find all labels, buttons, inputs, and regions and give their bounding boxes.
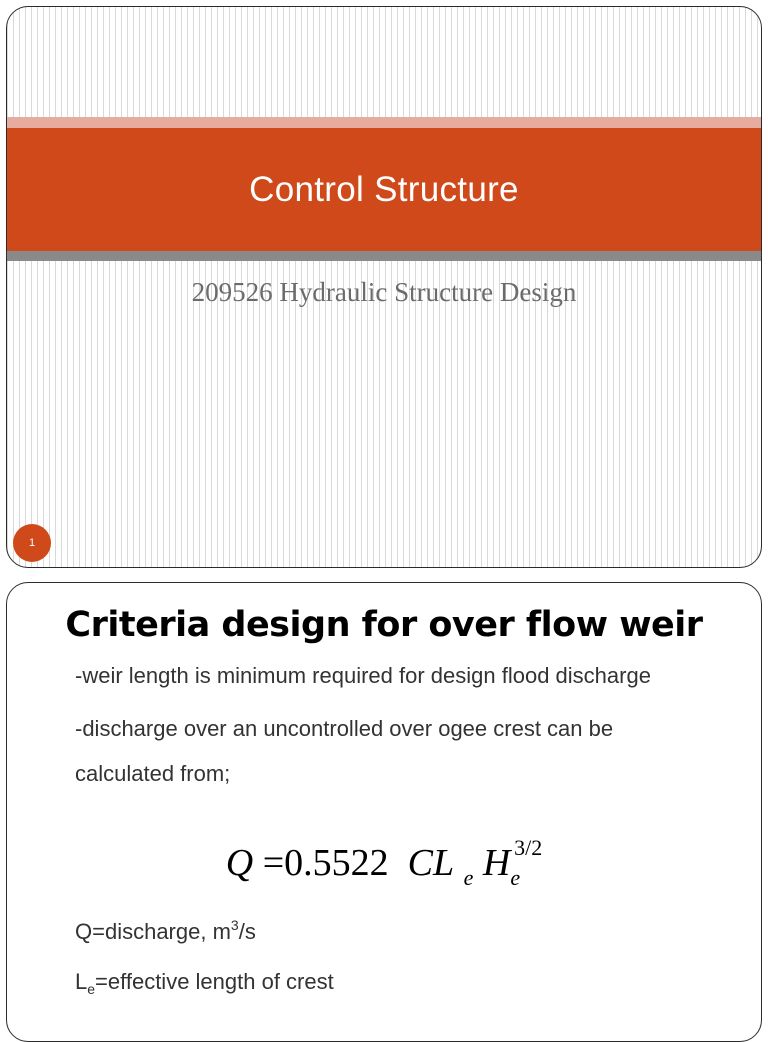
- slide-subtitle: 209526 Hydraulic Structure Design: [191, 277, 577, 307]
- eq-equals: =: [262, 842, 285, 884]
- eq-c: C: [407, 842, 433, 884]
- eq-h: H: [482, 842, 511, 884]
- accent-stripe-top: [7, 117, 761, 128]
- slide-heading: Criteria design for over flow weir: [65, 605, 703, 645]
- eq-h-subscript: e: [510, 865, 521, 890]
- definition-le-text: =effective length of crest: [95, 969, 334, 994]
- eq-coefficient: 0.5522: [284, 842, 389, 884]
- content-slide: [6, 582, 762, 1042]
- eq-l: L: [433, 842, 455, 884]
- definition-q: [75, 917, 256, 945]
- discharge-equation: [7, 835, 761, 891]
- eq-h-exponent: 3/2: [514, 835, 543, 860]
- bullet-discharge-line2: calculated from;: [75, 761, 231, 786]
- eq-q: Q: [225, 842, 254, 884]
- definition-le-subscript: e: [87, 981, 96, 997]
- definition-le-letter: L: [75, 969, 88, 994]
- slide-title: Control Structure: [249, 169, 519, 209]
- title-banner: [7, 128, 761, 251]
- definition-q-unit: /s: [238, 919, 256, 944]
- accent-stripe-bottom: [7, 251, 761, 261]
- title-slide: [6, 6, 762, 568]
- definition-le: [75, 969, 334, 997]
- bullet-discharge-line1: -discharge over an uncontrolled over ogee crest can be: [75, 716, 614, 741]
- eq-l-subscript: e: [463, 865, 474, 890]
- definition-q-exponent: 3: [230, 917, 239, 933]
- bullet-weir-length: -weir length is minimum required for design flood discharge: [75, 663, 651, 688]
- definition-q-text: Q=discharge, m: [75, 919, 231, 944]
- page-number-badge: 1: [13, 524, 51, 562]
